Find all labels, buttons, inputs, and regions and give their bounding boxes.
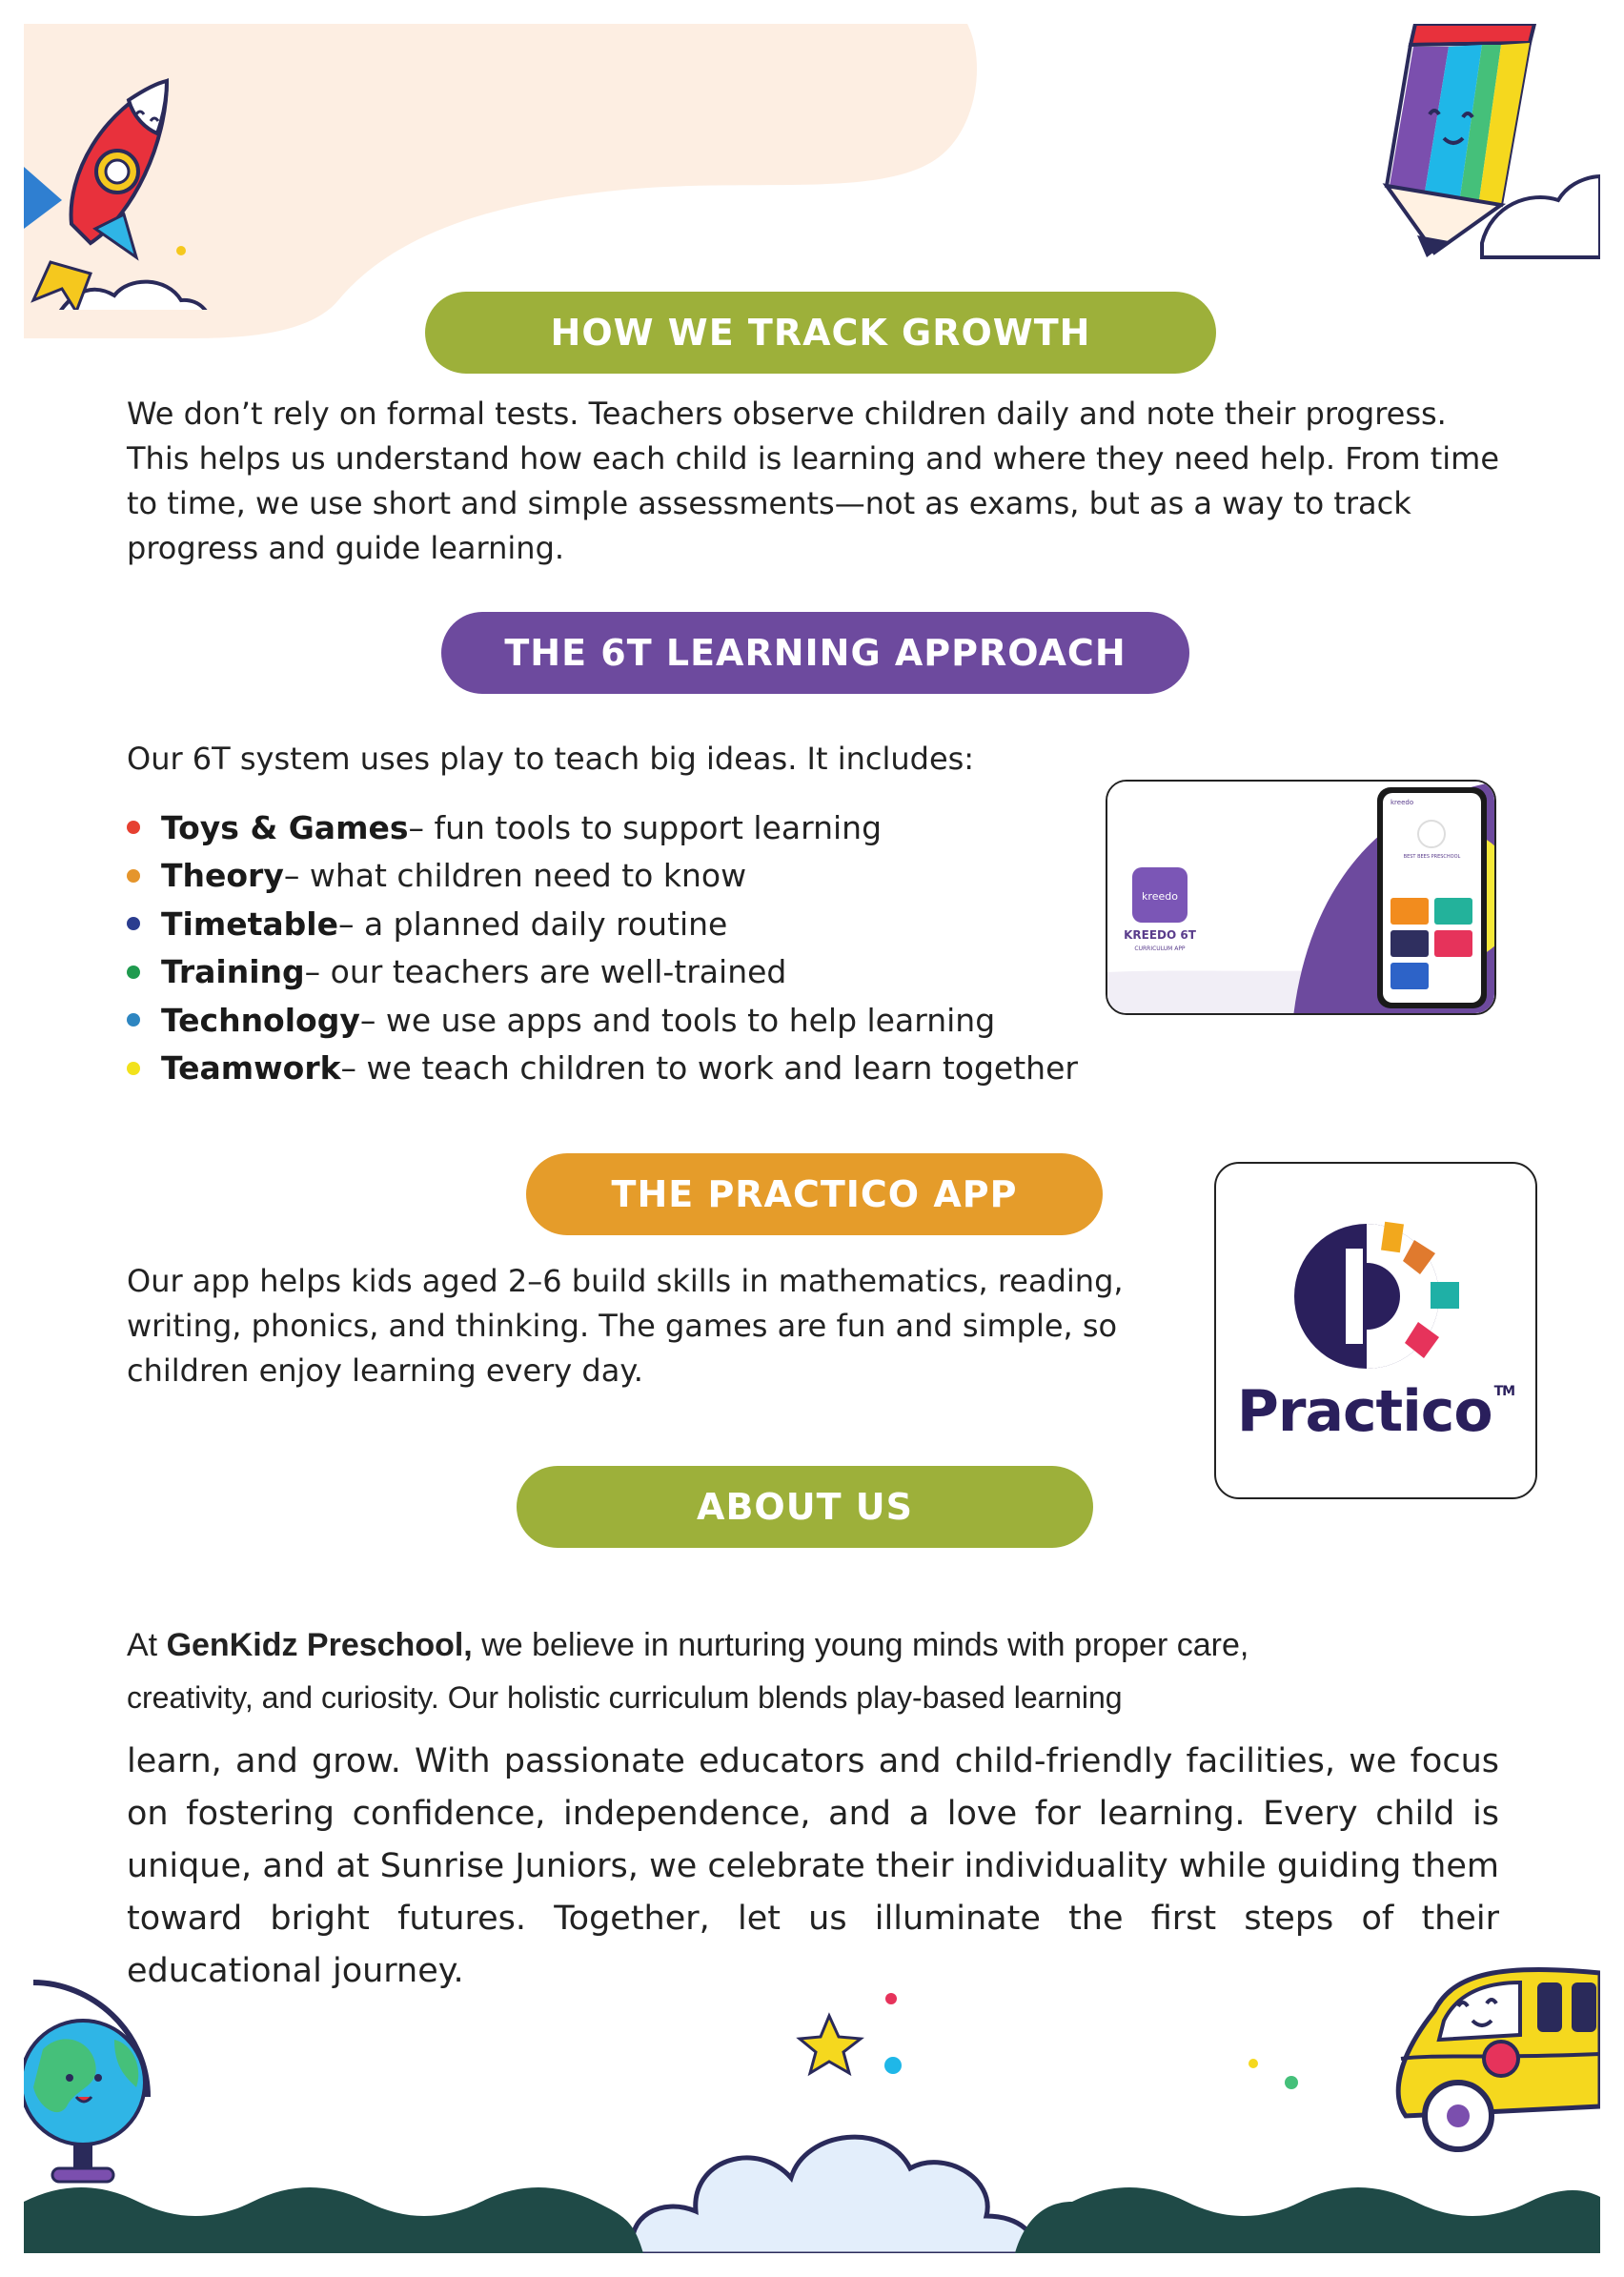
practico-text: Our app helps kids aged 2–6 build skills in mathematics, reading, writing, phonics, and thinking. The games are fun and simple, so children enjoy learning every day. <box>127 1263 1124 1389</box>
list-item-desc: – fun tools to support learning <box>408 808 883 846</box>
list-item <box>127 852 1078 901</box>
bullet-dot <box>127 966 140 979</box>
list-item <box>127 948 1078 997</box>
list-item <box>127 996 1078 1045</box>
decorative-dots <box>1244 2054 1320 2111</box>
section-heading-practico: THE PRACTICO APP <box>526 1153 1103 1235</box>
list-item-term: Theory <box>161 857 284 895</box>
list-item-desc: – what children need to know <box>283 857 747 895</box>
phone-header: kreedo <box>1391 799 1414 806</box>
school-name: GenKidz Preschool, <box>166 1627 473 1663</box>
trademark-symbol: TM <box>1493 1384 1515 1399</box>
phone-school-name: BEST BEES PRESCHOOL <box>1403 854 1461 860</box>
practico-logo-text: Practico ™ <box>1236 1378 1515 1445</box>
section-heading-6t-approach: THE 6T LEARNING APPROACH <box>441 612 1189 694</box>
6t-list <box>127 803 1078 1092</box>
list-item-desc: – our teachers are well-trained <box>304 953 787 991</box>
kreedo-app-image <box>1106 780 1496 1015</box>
app-tile-icon <box>1391 930 1429 957</box>
about-line-2: creativity, and curiosity. Our holistic curriculum blends play-based learning <box>127 1680 1123 1715</box>
list-item <box>127 900 1078 948</box>
bullet-dot <box>127 1062 140 1075</box>
list-item-term: Technology <box>161 1001 360 1039</box>
pencil-icon <box>1358 24 1600 272</box>
rocket-icon <box>24 62 214 310</box>
6t-intro-text: Our 6T system uses play to teach big ideas. It includes: <box>127 741 975 777</box>
practico-logo-icon <box>1292 1215 1464 1377</box>
list-item <box>127 1045 1078 1093</box>
bullet-dot <box>127 917 140 930</box>
list-item-term: Training <box>161 953 305 991</box>
app-tile-icon <box>1434 930 1472 957</box>
section-heading-about-us: ABOUT US <box>517 1466 1093 1548</box>
list-item-term: Teamwork <box>161 1049 341 1088</box>
bullet-dot <box>127 1013 140 1027</box>
app-tile-icon <box>1391 963 1429 989</box>
list-item-desc: – we use apps and tools to help learning <box>359 1001 996 1039</box>
list-item-term: Toys & Games <box>161 808 409 846</box>
list-item-term: Timetable <box>161 905 338 943</box>
about-line-1: At GenKidz Preschool, we believe in nurturing young minds with proper care, <box>127 1627 1249 1663</box>
app-tile-icon <box>1391 898 1429 925</box>
page <box>24 24 1600 2253</box>
practico-logo-card <box>1214 1162 1537 1499</box>
school-bus-icon <box>1368 1954 1600 2173</box>
track-growth-text: We don’t rely on formal tests. Teachers observe children daily and note their progress. This helps us understand how each child is learning and where they need help. From time to time, we use short and simple assessments—not as exams, but as a way to track progress and guide learning. <box>127 396 1500 566</box>
globe-icon <box>24 1973 176 2202</box>
list-item-desc: – a planned daily routine <box>337 905 728 943</box>
app-tile-icon <box>1434 898 1472 925</box>
list-item <box>127 803 1078 852</box>
kreedo-app-subtitle: CURRICULUM APP <box>1134 945 1186 952</box>
bullet-dot <box>127 869 140 883</box>
phone-mockup <box>1377 787 1487 1008</box>
bullet-dot <box>127 821 140 834</box>
list-item-desc: – we teach children to work and learn together <box>340 1049 1078 1088</box>
school-logo-icon <box>1417 820 1446 848</box>
star-icon <box>786 1978 939 2092</box>
kreedo-app-title: KREEDO 6T <box>1124 928 1196 942</box>
section-heading-track-growth: HOW WE TRACK GROWTH <box>425 292 1216 374</box>
wave-footer <box>24 2183 1600 2253</box>
kreedo-logo-text: kreedo <box>1142 890 1178 903</box>
about-body-text: learn, and grow. With passionate educators and child-friendly facilities, we focus on fostering confidence, independence, and a love for learning. Every child is unique, and at Sunrise Juniors, we celebrate their individuality while guiding them toward bright futures. Together, let us illuminate the first steps of their educational journey. <box>127 1742 1499 1990</box>
